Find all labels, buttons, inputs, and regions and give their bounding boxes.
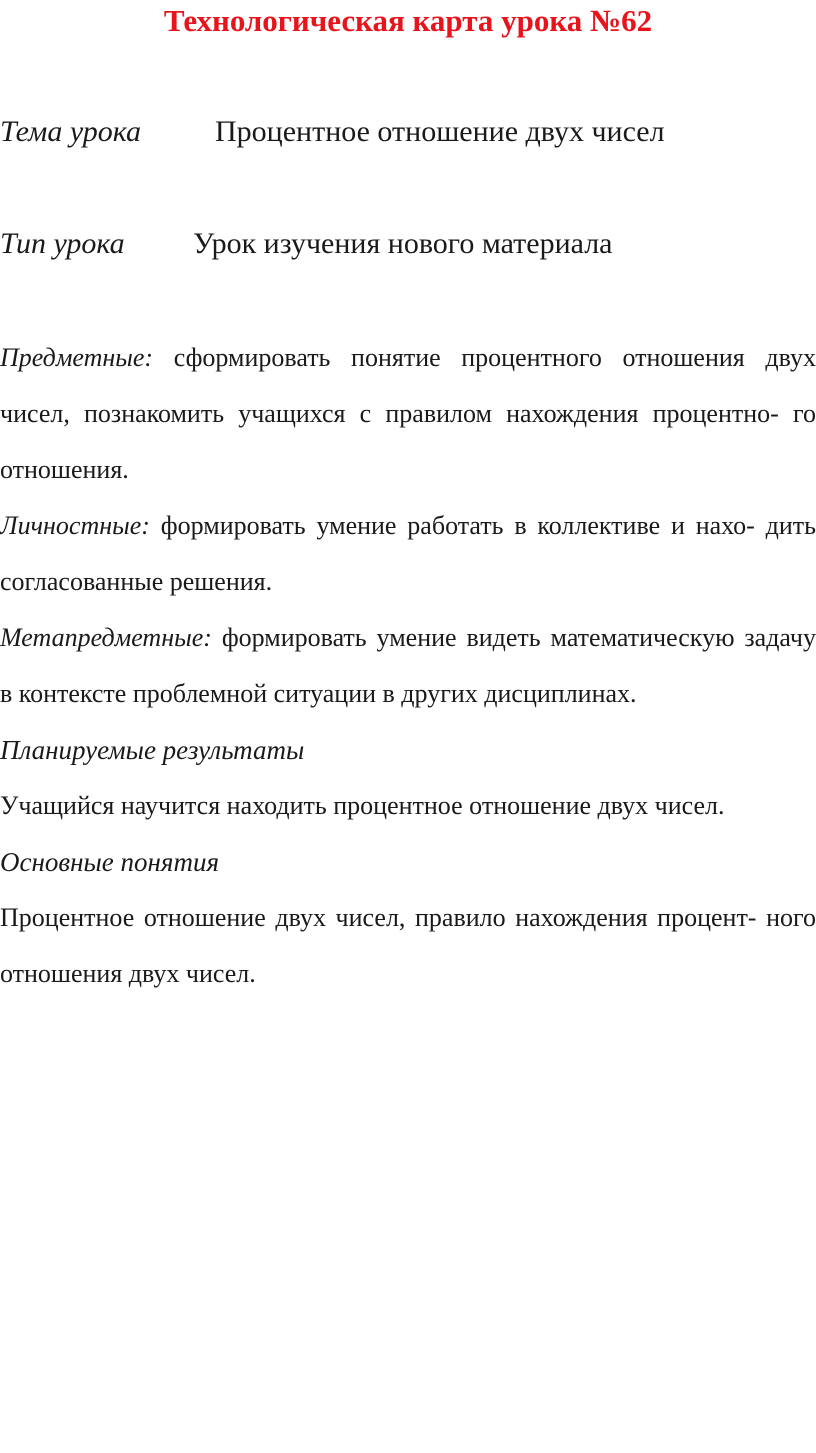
meta-goals-text: формировать умение видеть математическую задачу в контексте проблемной ситуации в других дисциплинах. bbox=[0, 623, 816, 708]
personal-goals-paragraph bbox=[0, 498, 816, 610]
key-concepts-heading: Основные понятия bbox=[0, 847, 220, 877]
planned-results-heading: Планируемые результаты bbox=[0, 735, 305, 765]
personal-goals-text: формировать умение работать в коллективе и нахо- дить согласованные решения. bbox=[0, 511, 816, 596]
lesson-topic-label: Тема урока bbox=[0, 115, 142, 148]
planned-results-text: Учащийся научится находить процентное отношение двух чисел. bbox=[0, 791, 725, 820]
lesson-topic-row bbox=[0, 113, 816, 153]
lesson-type-label: Тип урока bbox=[0, 227, 125, 260]
page-title: Технологическая карта урока №62 bbox=[163, 3, 653, 38]
subject-goals-paragraph bbox=[0, 330, 816, 498]
meta-goals-label: Метапредметные: bbox=[0, 623, 212, 652]
lesson-description bbox=[0, 330, 816, 1002]
lesson-type-value: Урок изучения нового материала bbox=[193, 227, 613, 260]
meta-goals-paragraph bbox=[0, 610, 816, 722]
key-concepts-text: Процентное отношение двух чисел, правило нахождения процент- ного отношения двух чисел. bbox=[0, 903, 816, 988]
lesson-type-row bbox=[0, 225, 816, 265]
lesson-topic-value: Процентное отношение двух чисел bbox=[215, 115, 665, 148]
subject-goals-label: Предметные: bbox=[0, 343, 154, 372]
personal-goals-label: Личностные: bbox=[0, 511, 150, 540]
subject-goals-text: сформировать понятие процентного отношения двух чисел, познакомить учащихся с правилом нахождения процентно- го отношения. bbox=[0, 343, 816, 484]
